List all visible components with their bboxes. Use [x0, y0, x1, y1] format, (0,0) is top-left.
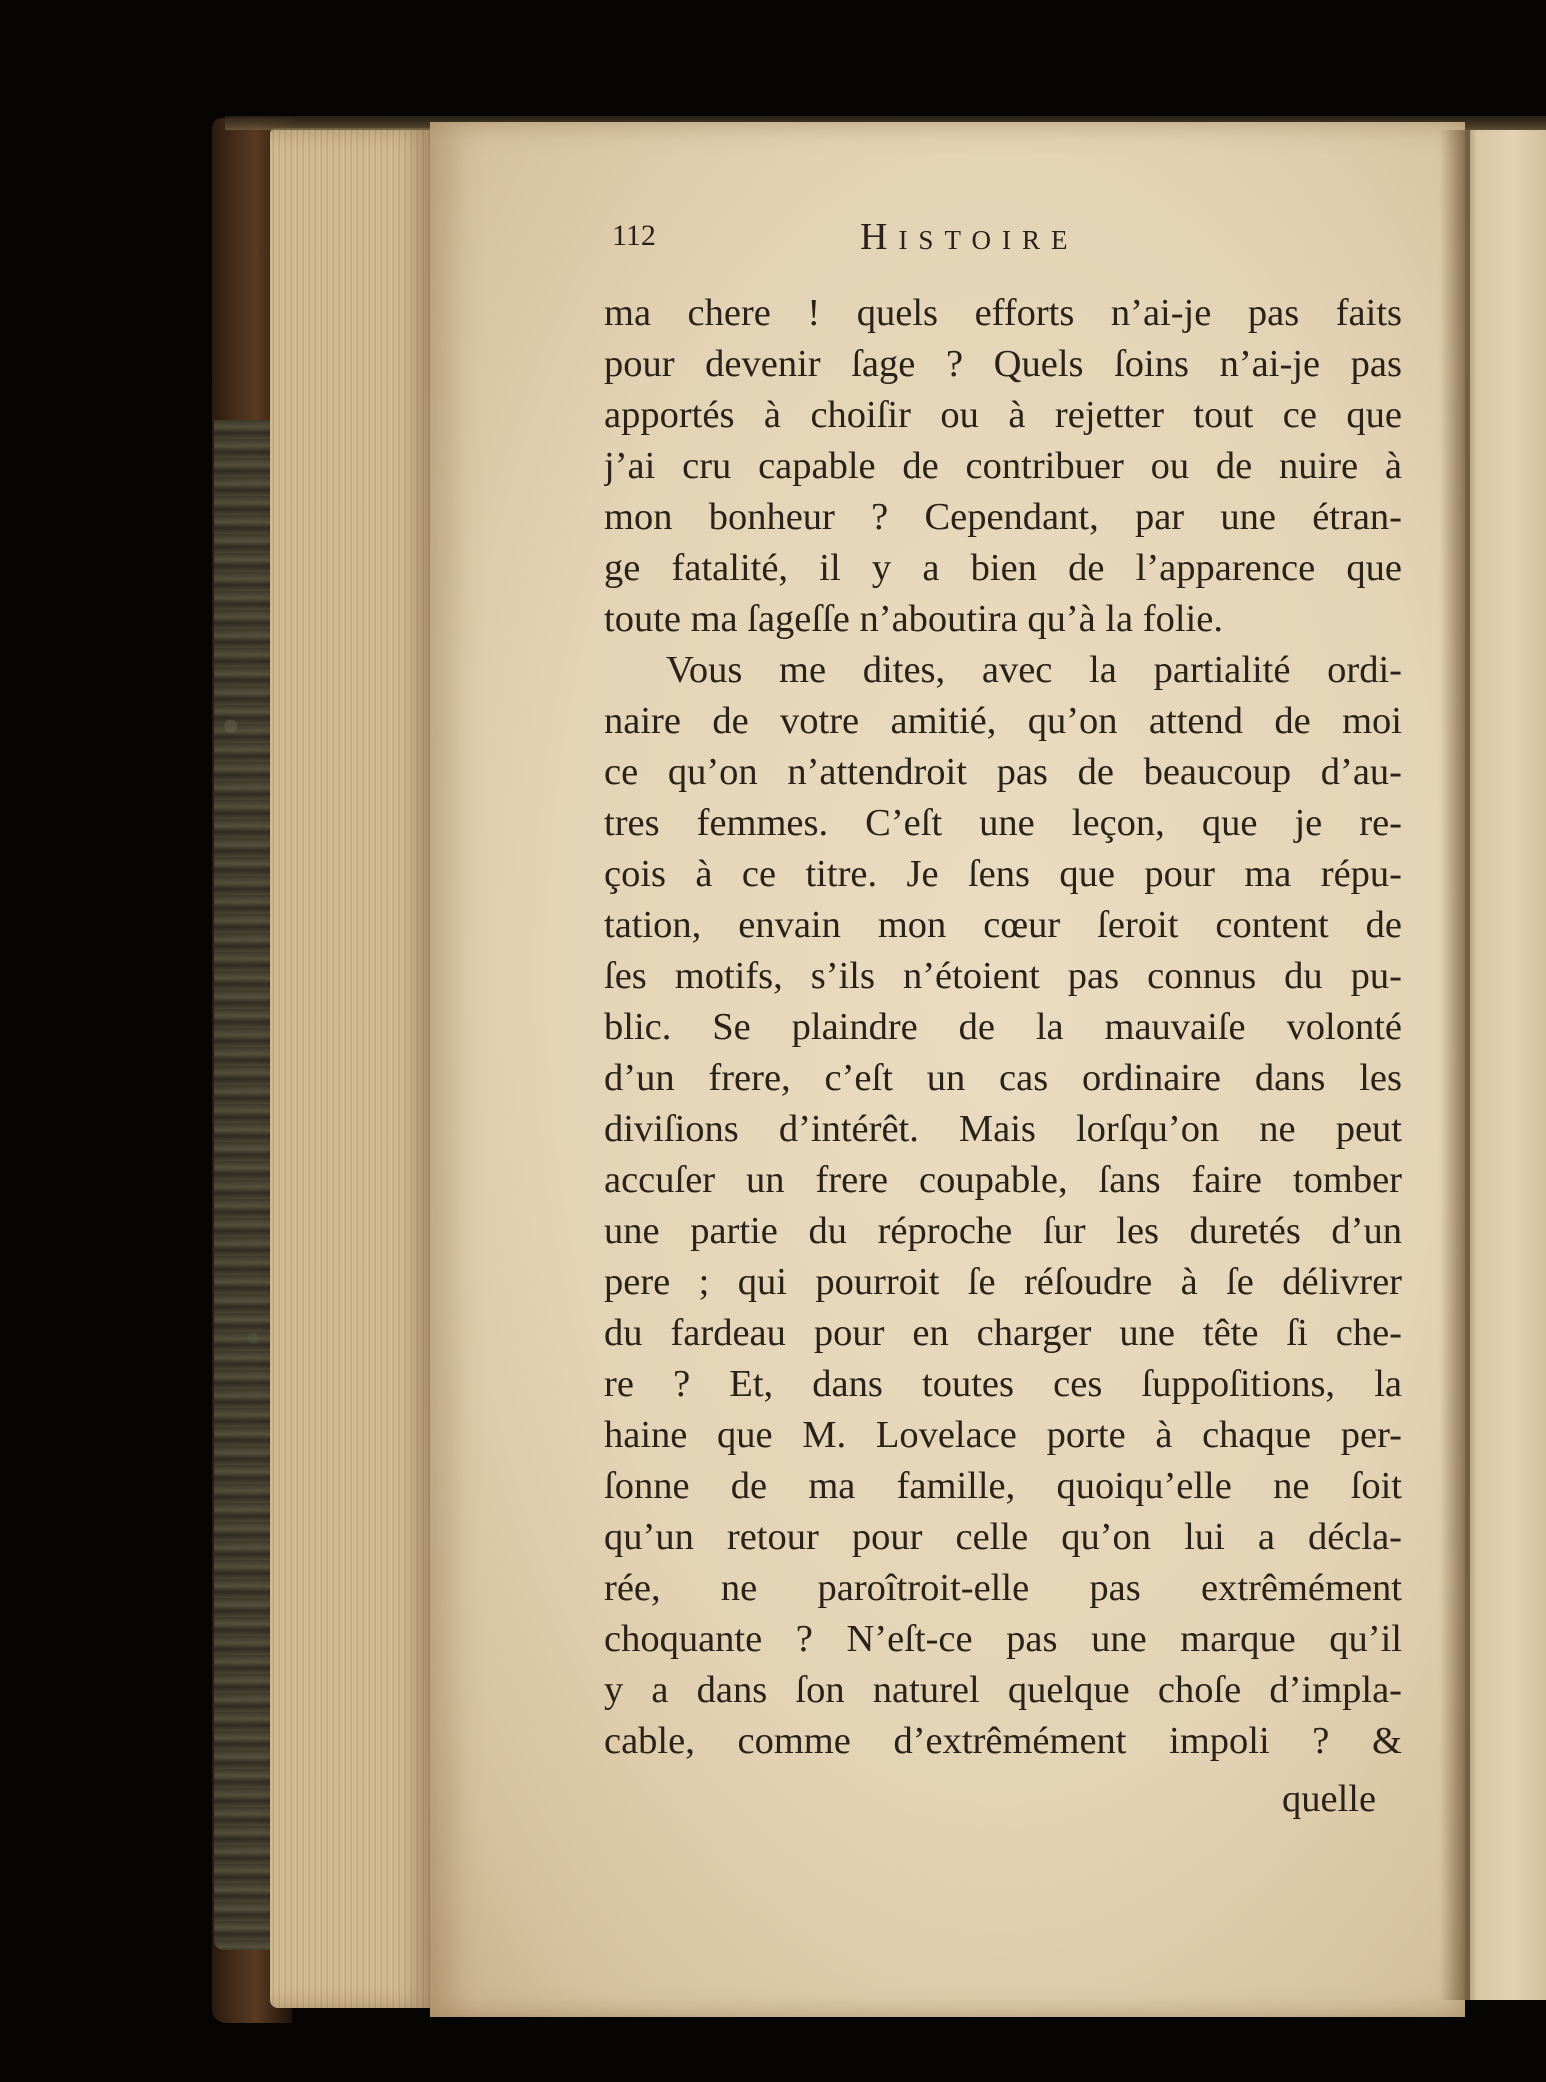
catchword: quelle [1282, 1778, 1377, 1820]
text-line: ſes motifs, s’ils n’étoient pas connus du pu- [604, 955, 1402, 997]
text-line: tation, envain mon cœur ſeroit content de [604, 904, 1402, 946]
running-head [612, 215, 1402, 265]
text-line: mon bonheur ? Cependant, par une étran- [604, 496, 1402, 538]
text-line: re ? Et, dans toutes ces ſuppoſitions, la [604, 1363, 1402, 1405]
text-line: naire de votre amitié, qu’on attend de moi [604, 700, 1402, 742]
text-line: ce qu’on n’attendroit pas de beaucoup d’au- [604, 751, 1402, 793]
text-line: blic. Se plaindre de la mauvaiſe volonté [604, 1006, 1402, 1048]
marbled-cover-edge [214, 420, 270, 1950]
text-line: apportés à choiſir ou à rejetter tout ce que [604, 394, 1402, 436]
text-line: Vous me dites, avec la partialité ordi- [666, 649, 1402, 691]
text-line: une partie du réproche ſur les duretés d’un [604, 1210, 1402, 1252]
text-line: çois à ce titre. Je ſens que pour ma répu- [604, 853, 1402, 895]
page-edges [270, 128, 435, 2008]
paragraph [604, 288, 1402, 645]
page-number: 112 [612, 219, 656, 252]
body-text [604, 288, 1402, 1767]
facing-page-edge [1462, 130, 1546, 2000]
text-line: cable, comme d’extrêmément impoli ? & [604, 1720, 1402, 1762]
text-line: toute ma ſageſſe n’aboutira qu’à la folie. [604, 598, 1223, 640]
text-line: haine que M. Lovelace porte à chaque per- [604, 1414, 1402, 1456]
text-line: accuſer un frere coupable, ſans faire tomber [604, 1159, 1402, 1201]
text-line: qu’un retour pour celle qu’on lui a décla- [604, 1516, 1402, 1558]
text-line: ma chere ! quels efforts n’ai-je pas faits [604, 292, 1402, 334]
text-line: pour devenir ſage ? Quels ſoins n’ai-je pas [604, 343, 1402, 385]
text-line: choquante ? N’eſt-ce pas une marque qu’il [604, 1618, 1402, 1660]
gutter-shadow [1440, 130, 1470, 2000]
text-line: ſonne de ma famille, quoiqu’elle ne ſoit [604, 1465, 1402, 1507]
text-line: du fardeau pour en charger une tête ſi che- [604, 1312, 1402, 1354]
text-line: rée, ne paroîtroit-elle pas extrêmément [604, 1567, 1402, 1609]
text-line: d’un frere, c’eſt un cas ordinaire dans les [604, 1057, 1402, 1099]
paragraph [604, 645, 1402, 1767]
text-line: ge fatalité, il y a bien de l’apparence que [604, 547, 1402, 589]
text-line: tres femmes. C’eſt une leçon, que je re- [604, 802, 1402, 844]
text-line: y a dans ſon naturel quelque choſe d’impla- [604, 1669, 1402, 1711]
running-head-title: Histoire [860, 216, 1079, 258]
text-line: pere ; qui pourroit ſe réſoudre à ſe délivrer [604, 1261, 1402, 1303]
text-line: diviſions d’intérêt. Mais lorſqu’on ne peut [604, 1108, 1402, 1150]
text-line: j’ai cru capable de contribuer ou de nuire à [604, 445, 1402, 487]
